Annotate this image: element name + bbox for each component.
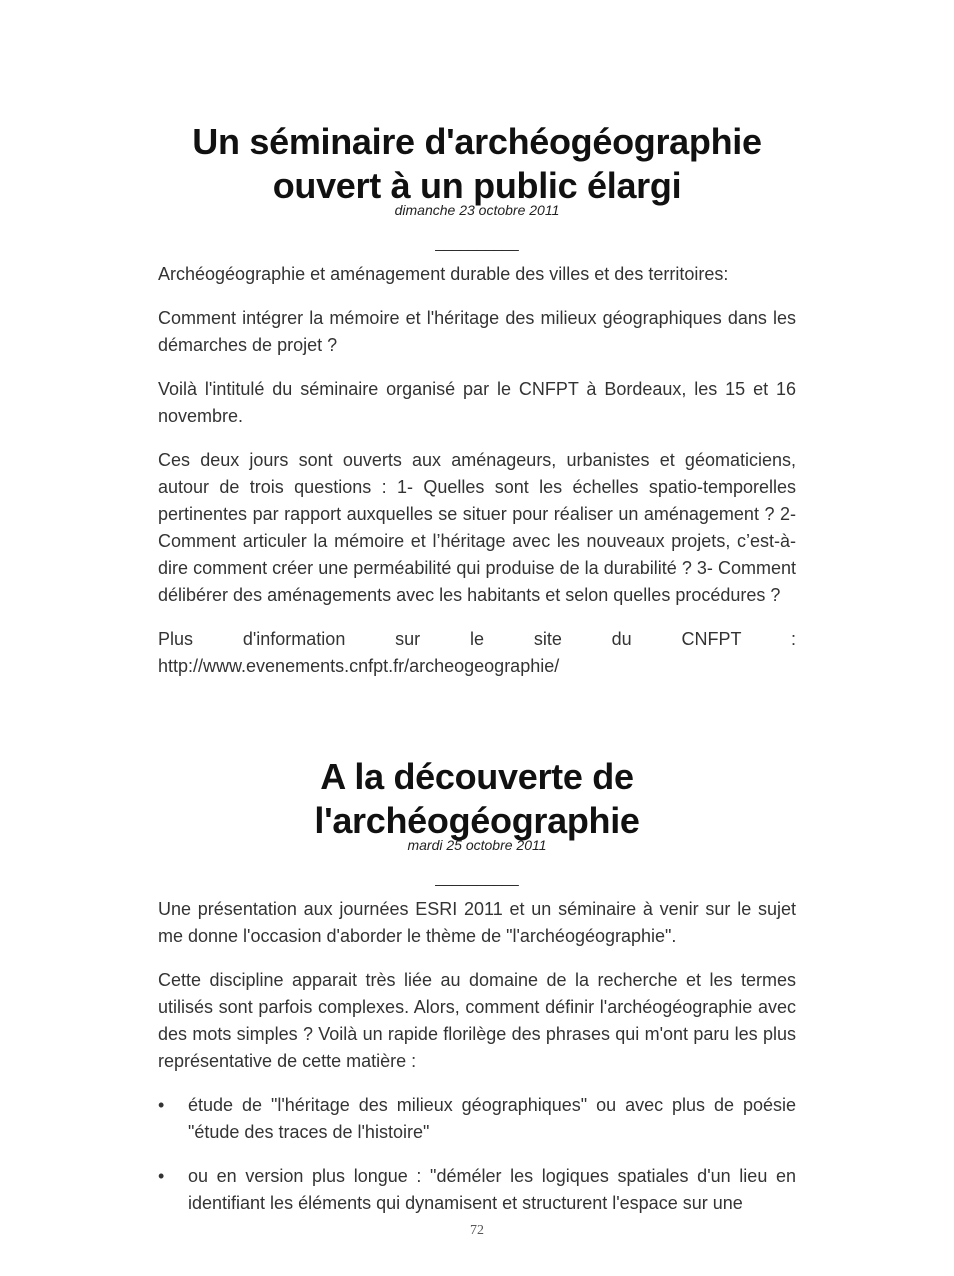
paragraph: Une présentation aux journées ESRI 2011 et un séminaire à venir sur le sujet me donne l'occasion d'aborder le thème de "l'archéogéographie". [158, 899, 796, 946]
bullet-icon: • [158, 1166, 165, 1186]
list-item [158, 1163, 796, 1217]
separator: __________ [435, 235, 519, 252]
post-date: mardi 25 octobre 2011 [407, 837, 547, 853]
list-item-text: étude de "l'héritage des milieux géographiques" ou avec plus de poésie "étude des traces de l'histoire" [188, 1095, 796, 1142]
paragraph: Comment intégrer la mémoire et l'héritage des milieux géographiques dans les démarches de projet ? [158, 308, 796, 355]
post-title-line-1: A la découverte de l'archéogéographie [314, 756, 640, 841]
list-item-text: ou en version plus longue : "déméler les logiques spatiales d'un lieu en identifiant les éléments qui dynamisent et structurent l'espace sur une [188, 1166, 796, 1213]
post-title-line-1: Un séminaire d'archéogéographie [192, 121, 762, 162]
post-title-line-2: ouvert à un public élargi [272, 165, 682, 206]
post-title [158, 120, 796, 208]
bullet-icon: • [158, 1095, 165, 1115]
paragraph: Ces deux jours sont ouverts aux aménageurs, urbanistes et géomaticiens, autour de trois questions : 1- Quelles sont les échelles spatio-temporelles pertinentes par rapport auxquelles se situer pour réaliser un aménagement ? 2- Comment articuler la mémoire et l’héritage avec les nouveaux projets, c’est-à-dire comment créer une perméabilité qui produise de la durabilité ? 3- Comment délibérer des aménagements avec les habitants et selon quelles procédures ? [158, 450, 796, 605]
blog-post-decouverte [158, 755, 796, 1217]
paragraph-link-info: Plus d'information sur le site du CNFPT : http://www.evenements.cnfpt.fr/archeogeographie/ [158, 629, 796, 676]
list-item [158, 1092, 796, 1146]
blog-post-seminaire [158, 120, 796, 680]
separator: __________ [435, 870, 519, 887]
paragraph: Voilà l'intitulé du séminaire organisé par le CNFPT à Bordeaux, les 15 et 16 novembre. [158, 379, 796, 426]
bullet-list [158, 1092, 796, 1217]
post-title [158, 755, 796, 843]
page-number: 72 [470, 1223, 484, 1238]
post-date: dimanche 23 octobre 2011 [394, 202, 560, 218]
paragraph: Cette discipline apparait très liée au domaine de la recherche et les termes utilisés sont parfois complexes. Alors, comment définir l'archéogéographie avec des mots simples ? Voilà un rapide florilège des phrases qui m'ont paru les plus représentative de cette matière : [158, 970, 796, 1071]
paragraph: Archéogéographie et aménagement durable des villes et des territoires: [158, 264, 729, 284]
